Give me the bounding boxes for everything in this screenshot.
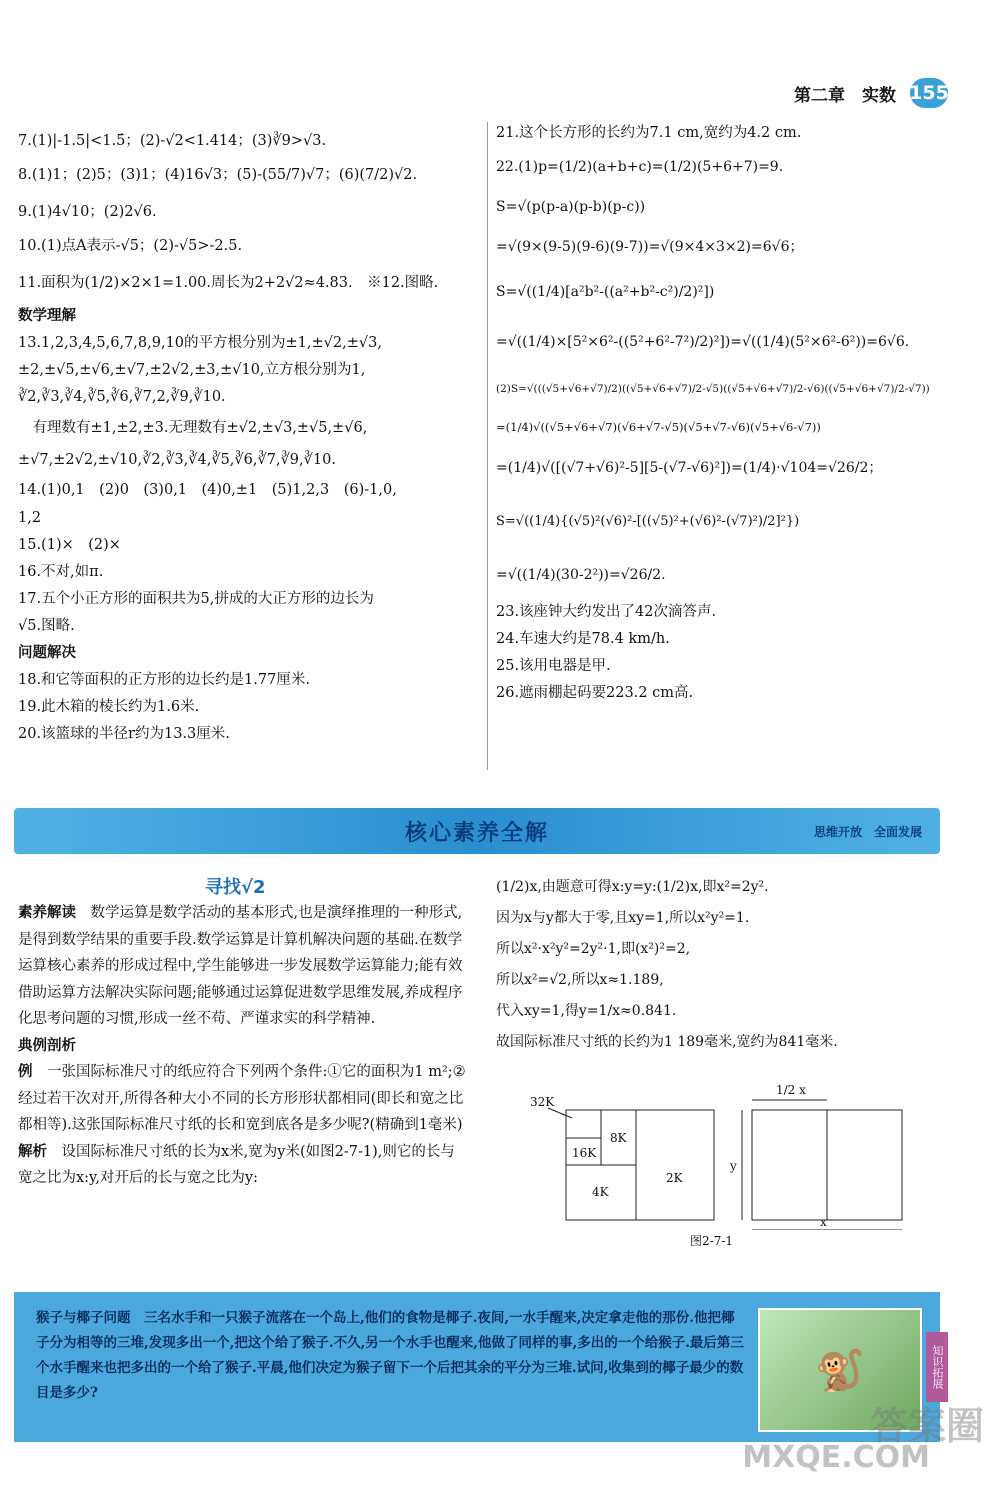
paragraph xyxy=(18,1059,468,1139)
column-divider xyxy=(487,122,488,770)
chapter-title: 第二章 实数 xyxy=(794,85,896,106)
section-banner xyxy=(14,808,940,854)
answer-line: 15.(1)× (2)× xyxy=(18,537,121,553)
para-text: 一张国际标准尺寸的纸应符合下列两个条件:①它的面积为1 m²;②经过若干次对开,所得各种大小不同的长方形形状都相同(即长和宽之比都相等).这张国际标准尺寸纸的长和宽到底各是多少呢?(精确到1毫米) xyxy=(18,1064,466,1133)
answer-line: ∛2,∛3,∛4,∛5,∛6,∛7,2,∛9,∛10. xyxy=(18,389,226,405)
math-line: =(1/4)√([(√7+√6)²-5][5-(√7-√6)²])=(1/4)·√104=√26/2； xyxy=(496,460,883,476)
label-8k: 8K xyxy=(610,1131,627,1145)
answer-line: ±2,±√5,±√6,±√7,±2√2,±3,±√10,立方根分别为1, xyxy=(18,362,366,378)
footer-title: 猴子与椰子问题 xyxy=(36,1310,131,1326)
section-heading: 数学理解 xyxy=(18,308,76,324)
math-line: =√((1/4)×[5²×6²-((5²+6²-7²)/2)²])=√((1/4)(5²×6²-6²))=6√6. xyxy=(496,334,910,350)
paper-size-figure xyxy=(530,1080,940,1230)
label-16k: 16K xyxy=(572,1146,597,1160)
label-4k: 4K xyxy=(592,1185,609,1199)
label-y: y xyxy=(730,1159,737,1173)
banner-tag: 思维开放 全面发展 xyxy=(813,824,922,839)
math-line: S=√(p(p-a)(p-b)(p-c)) xyxy=(496,199,646,215)
watermark-url: MXQE.COM xyxy=(742,1440,930,1475)
answer-line: 1,2 xyxy=(18,510,42,526)
right-column xyxy=(496,120,956,707)
side-tab: 知识拓展 xyxy=(926,1332,948,1402)
core-right xyxy=(496,872,946,1058)
solution-line: (1/2)x,由题意可得x:y=y:(1/2)x,即x²=2y². xyxy=(496,879,769,895)
monkey-icon: 🐒 xyxy=(815,1347,865,1394)
math-line: (2)S=√(((√5+√6+√7)/2)((√5+√6+√7)/2-√5)((√5+√6+√7)/2-√6)((√5+√6+√7)/2-√7)) xyxy=(496,383,930,395)
answer-line: 19.此木箱的棱长约为1.6米. xyxy=(18,699,200,715)
solution-line: 所以x²·x²y²=2y²·1,即(x²)²=2, xyxy=(496,941,691,957)
answer-line: 17.五个小正方形的面积共为5,拼成的大正方形的边长为 xyxy=(18,591,374,607)
math-line: =√((1/4)(30-2²))=√26/2. xyxy=(496,567,666,583)
answer-line: 10.(1)点A表示-√5；(2)-√5>-2.5. xyxy=(18,238,243,254)
answer-line: ±√7,±2√2,±√10,∛2,∛3,∛4,∛5,∛6,∛7,∛9,∛10. xyxy=(18,452,336,468)
answer-line: 25.该用电器是甲. xyxy=(496,658,611,674)
answer-line: 23.该座钟大约发出了42次滴答声. xyxy=(496,604,717,620)
section-heading: 问题解决 xyxy=(18,645,76,661)
math-line: S=√((1/4){(√5)²(√6)²-[((√5)²+(√6)²-(√7)²)/2]²}) xyxy=(496,514,800,529)
core-title: 寻找√2 xyxy=(205,877,266,898)
label-32k: 32K xyxy=(530,1095,555,1109)
math-line: =(1/4)√((√5+√6+√7)(√6+√7-√5)(√5+√7-√6)(√5+√6-√7)) xyxy=(496,420,821,434)
paragraph xyxy=(18,1139,468,1192)
answer-line: 21.这个长方形的长约为7.1 cm,宽约为4.2 cm. xyxy=(496,125,802,141)
para-text: 数学运算是数学活动的基本形式,也是演绎推理的一种形式,是得到数学结果的重要手段.数学运算是计算机解决问题的基础.在数学运算核心素养的形成过程中,学生能够进一步发展数学运算能力;能有效借助运算方法解决实际问题;能够通过运算促进数学思维发展,养成程序化思考问题的习惯,形成一丝不苟、严谨求实的科学精神. xyxy=(18,905,463,1027)
answer-line: 有理数有±1,±2,±3.无理数有±√2,±√3,±√5,±√6, xyxy=(18,420,368,436)
para-label: 例 xyxy=(18,1064,33,1080)
answer-line: 16.不对,如π. xyxy=(18,564,104,580)
figure-caption: 图2-7-1 xyxy=(690,1234,734,1248)
para-label: 典例剖析 xyxy=(18,1037,76,1054)
footer-box xyxy=(14,1292,944,1442)
answer-line: √5.图略. xyxy=(18,618,75,634)
watermark-logo: 答案圈 xyxy=(869,1404,984,1448)
math-line: 22.(1)p=(1/2)(a+b+c)=(1/2)(5+6+7)=9. xyxy=(496,159,784,175)
math-line: =√(9×(9-5)(9-6)(9-7))=√(9×4×3×2)=6√6； xyxy=(496,239,804,255)
solution-line: 代入xy=1,得y=1/x≈0.841. xyxy=(496,1003,677,1019)
label-x: x xyxy=(820,1215,827,1229)
footer-text xyxy=(36,1306,744,1406)
para-text: 设国际标准尺寸纸的长为x米,宽为y米(如图2-7-1),则它的长与宽之比为x:y,对开后的长与宽之比为y: xyxy=(18,1143,455,1186)
label-half-x: 1/2 x xyxy=(776,1083,806,1097)
answer-line: 9.(1)4√10；(2)2√6. xyxy=(18,204,157,220)
para-label: 素养解读 xyxy=(18,905,76,921)
answer-line: 20.该篮球的半径r约为13.3厘米. xyxy=(18,726,230,742)
answer-line: 24.车速大约是78.4 km/h. xyxy=(496,631,670,647)
math-line: S=√((1/4)[a²b²-((a²+b²-c²)/2)²]) xyxy=(496,284,715,300)
para-label: 解析 xyxy=(18,1143,47,1160)
left-column xyxy=(18,128,478,748)
paragraph xyxy=(18,1033,468,1060)
solution-line: 故国际标准尺寸纸的长约为1 189毫米,宽约为841毫米. xyxy=(496,1034,838,1050)
banner-title: 核心素养全解 xyxy=(404,820,549,846)
answer-line: 7.(1)|-1.5|<1.5̇；(2)-√2<1.414；(3)∛9>√3. xyxy=(18,133,327,149)
answer-line: 11.面积为(1/2)×2×1=1.00.周长为2+2√2≈4.83. ※12.图略. xyxy=(18,275,439,291)
solution-line: 因为x与y都大于零,且xy=1,所以x²y²=1. xyxy=(496,910,750,926)
label-2k: 2K xyxy=(666,1171,683,1185)
answer-line: 14.(1)0,1 (2)0 (3)0,1 (4)0,±1 (5)1,2,3 (6)-1,0, xyxy=(18,482,397,498)
answer-line: 18.和它等面积的正方形的边长约是1.77厘米. xyxy=(18,672,310,688)
footer-body: 三名水手和一只猴子流落在一个岛上,他们的食物是椰子.夜间,一水手醒来,决定拿走他的那份.他把椰子分为相等的三堆,发现多出一个,把这个给了猴子.不久,另一个水手也醒来,他做了同样的事,多出的一个给猴子.最后第三个水手醒来也把多出的一个给了猴子.平晨,他们决定为猴子留下一个后把其余的平分为三堆.试问,收集到的椰子最少的数目是多少? xyxy=(36,1310,744,1401)
rect-32k xyxy=(566,1110,601,1138)
core-left xyxy=(18,900,468,1192)
answer-line: 8.(1)1；(2)5；(3)1；(4)16√3；(5)-(55/7)√7；(6)(7/2)√2. xyxy=(18,167,418,183)
solution-line: 所以x²=√2,所以x≈1.189, xyxy=(496,972,664,988)
paragraph xyxy=(18,900,468,1033)
page-number: 155 xyxy=(910,78,948,108)
page-header xyxy=(794,78,948,108)
answer-line: 26.遮雨棚起码要223.2 cm高. xyxy=(496,685,694,701)
answer-line: 13.1,2,3,4,5,6,7,8,9,10的平方根分别为±1,±√2,±√3, xyxy=(18,335,382,351)
